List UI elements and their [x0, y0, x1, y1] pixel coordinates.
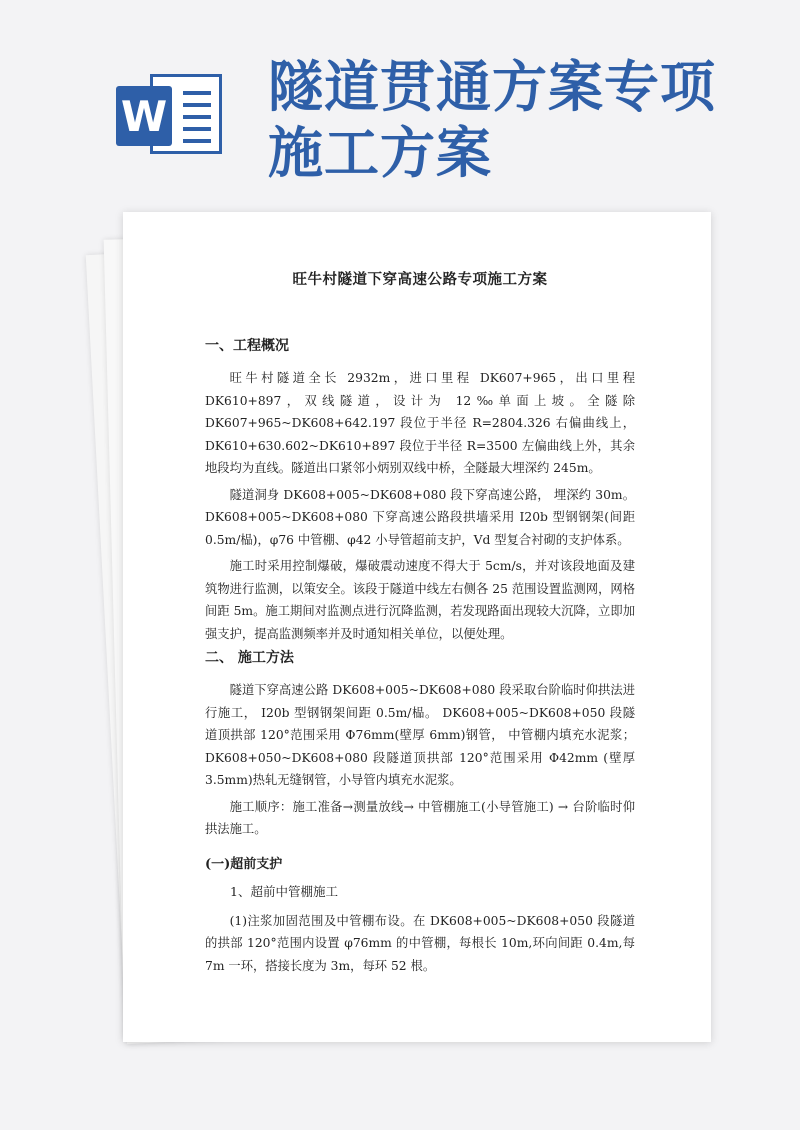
- paragraph: (1)注浆加固范围及中管棚布设。在 DK608+005~DK608+050 段隧道的拱部 120°范围内设置 φ76mm 的中管棚，每根长 10m,环向间距 0.4m,每 7m 一环，搭接长度为 3m，每环 52 根。: [205, 913, 635, 973]
- word-app-icon: [108, 70, 228, 156]
- word-letter-tile: W: [116, 86, 172, 146]
- hero-title: 隧道贯通方案专项施工方案: [268, 54, 717, 185]
- paragraph: 隧道洞身 DK608+005~DK608+080 段下穿高速公路， 埋深约 30m。DK608+005~DK608+080 下穿高速公路段拱墙采用 I20b 型钢钢架(间距 0.5m/榀)，φ76 中管棚、φ42 小导管超前支护，Ⅴd 型复合衬砌的支护体系。: [205, 487, 635, 547]
- document-body: [205, 268, 635, 977]
- paragraph: 施工顺序：施工准备→测量放线→ 中管棚施工(小导管施工) → 台阶临时仰拱法施工。: [205, 799, 635, 836]
- paragraph: 隧道下穿高速公路 DK608+005~DK608+080 段采取台阶临时仰拱法进行施工， I20b 型钢钢架间距 0.5m/榀。 DK608+005~DK608+050 段隧道顶拱部 120°范围采用 Φ76mm(壁厚 6mm)钢管， 中管棚内填充水泥浆； DK608+050~DK608+080 段隧道顶拱部 120°范围采用 Φ42mm (壁厚 3.5mm)热轧无缝钢管，小导管内填充水泥浆。: [205, 683, 635, 787]
- subsubsection-heading: 1、超前中管棚施工: [230, 883, 338, 899]
- section-heading-method: 二、 施工方法: [205, 650, 294, 666]
- paragraph: 旺牛村隧道全长 2932m，进口里程 DK607+965，出口里程 DK610+897，双线隧道，设计为 12‰单面上坡。全隧除 DK607+965~DK608+642.197 段位于半径 R=2804.326 右偏曲线上， DK610+630.602~DK610+897 段位于半径 R=3500 左偏曲线上外，其余地段均为直线。隧道出口紧邻小炳别双线中桥，全隧最大埋深约 245m。: [205, 371, 635, 475]
- section-heading-overview: 一、工程概况: [205, 338, 289, 354]
- subsection-heading: (一)超前支护: [205, 856, 283, 872]
- document-title: 旺牛村隧道下穿高速公路专项施工方案: [292, 271, 548, 288]
- paragraph: 施工时采用控制爆破，爆破震动速度不得大于 5cm/s，并对该段地面及建筑物进行监测，以策安全。该段于隧道中线左右侧各 25 范围设置监测网，网格间距 5m。施工期间对监测点进行沉降监测，若发现路面出现较大沉降，立即加强支护，提高监测频率并及时通知相关单位，以便处理。: [205, 559, 635, 641]
